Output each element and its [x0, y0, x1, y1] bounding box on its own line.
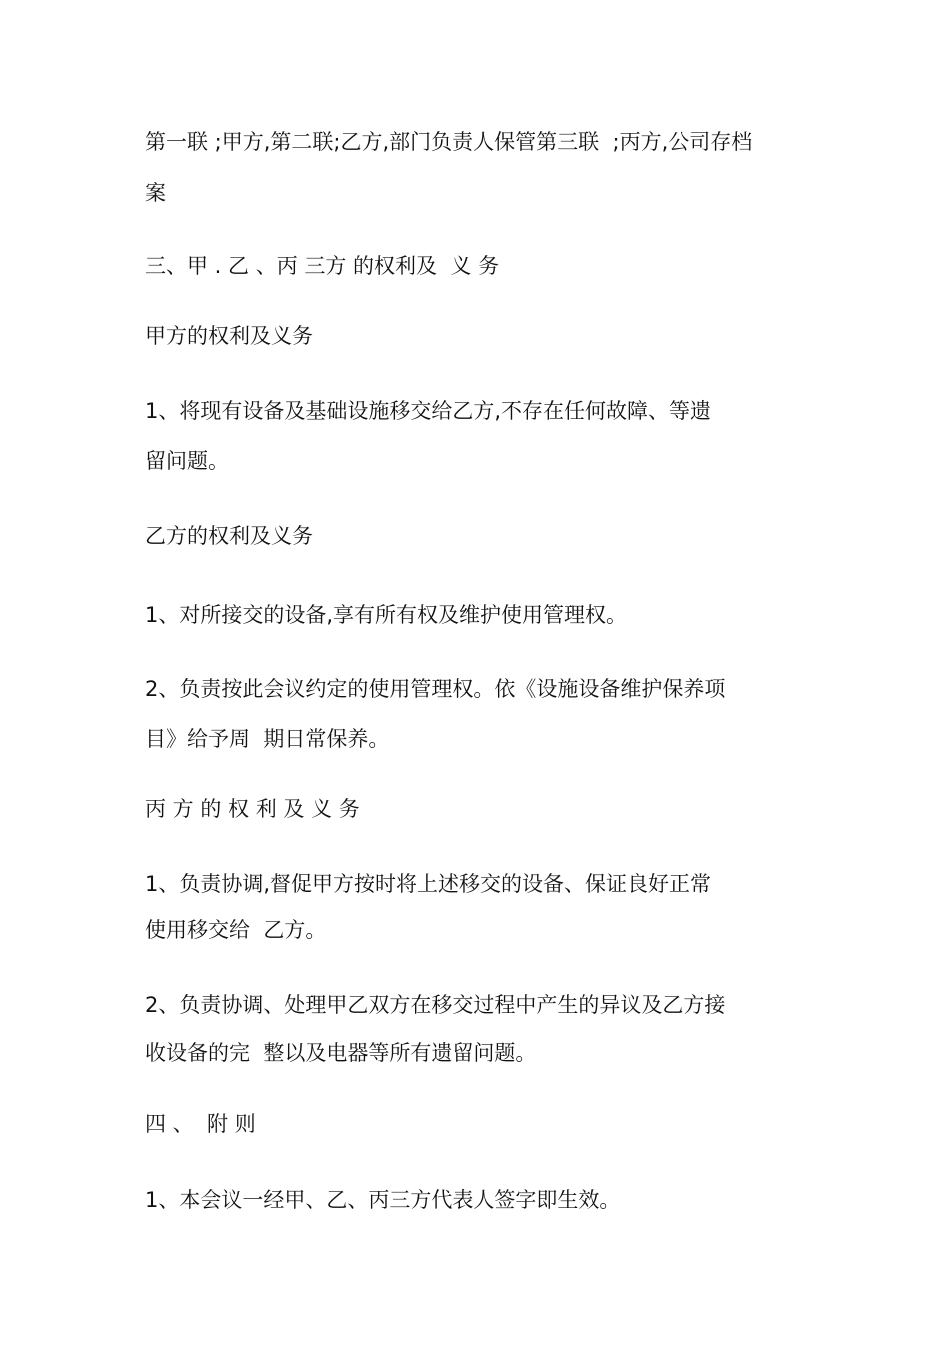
- party-c-item1-line1: 1、负责协调,督促甲方按时将上述移交的设备、保证良好正常: [145, 872, 712, 896]
- party-b-item1: 1、对所接交的设备,享有所有权及维护使用管理权。: [145, 603, 628, 627]
- party-b-item2-line1: 2、负责按此会议约定的使用管理权。依《设施设备维护保养项: [145, 677, 726, 701]
- party-a-item1-line1: 1、将现有设备及基础设施移交给乙方,不存在任何故障、等遗: [145, 399, 712, 423]
- paragraph-distribution-line2: 案: [145, 181, 166, 205]
- paragraph-distribution-line1: 第一联 ;甲方,第二联;乙方,部门负责人保管第三联 ;丙方,公司存档: [145, 130, 753, 154]
- party-a-heading: 甲方的权利及义务: [145, 324, 313, 348]
- section-four-heading: 四 、 附 则: [145, 1112, 256, 1136]
- party-c-heading: 丙 方 的 权 利 及 义 务: [145, 797, 360, 821]
- party-c-item1-line2: 使用移交给 乙方。: [145, 918, 327, 942]
- party-a-item1-line2: 留问题。: [145, 449, 229, 473]
- party-c-item2-line2: 收设备的完 整以及电器等所有遗留问题。: [145, 1041, 537, 1065]
- section-three-heading: 三、甲 . 乙 、丙 三方 的权利及 义 务: [145, 254, 500, 278]
- appendix-item1: 1、本会议一经甲、乙、丙三方代表人签字即生效。: [145, 1188, 621, 1212]
- party-b-heading: 乙方的权利及义务: [145, 524, 313, 548]
- party-c-item2-line1: 2、负责协调、处理甲乙双方在移交过程中产生的异议及乙方接: [145, 993, 726, 1017]
- party-b-item2-line2: 目》给予周 期日常保养。: [145, 727, 390, 751]
